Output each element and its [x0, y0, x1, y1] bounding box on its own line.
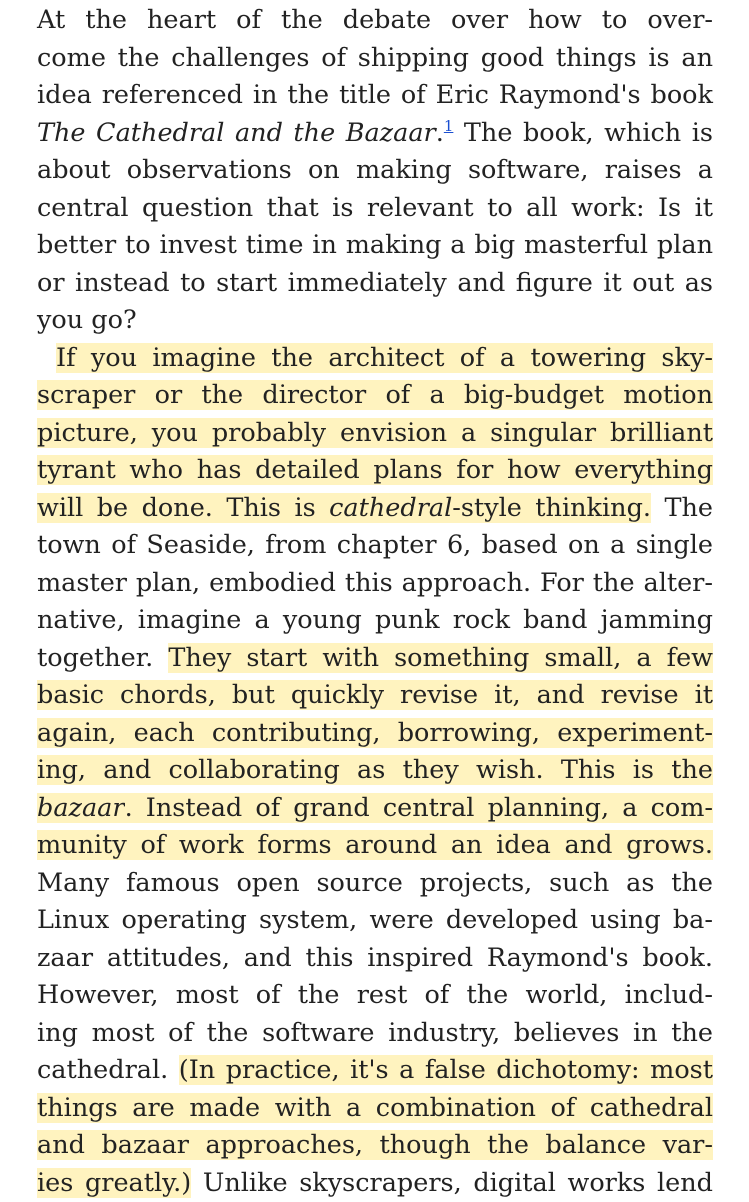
text-segment: come the challenges of shipping good things is an	[37, 42, 713, 73]
text-segment: town of Seaside, from chapter 6, based on a single	[37, 530, 713, 560]
text-segment: Linux operating system, were developed using ba-	[37, 905, 713, 935]
highlighted-text: things are made with a combination of cathedral	[37, 1092, 713, 1123]
text-line	[37, 902, 713, 939]
text-line	[37, 377, 713, 414]
text-line	[37, 77, 713, 114]
footnote-link[interactable]: 1	[443, 116, 454, 135]
text-line	[37, 715, 713, 752]
text-line	[37, 2, 713, 39]
text-line	[37, 1015, 713, 1052]
text-segment: At the heart of the debate over how to over-	[37, 5, 713, 35]
text-segment: However, most of the rest of the world, includ-	[37, 980, 713, 1010]
text-segment: or instead to start immediately and figure it out as	[37, 267, 713, 298]
text-segment: The	[651, 492, 713, 523]
text-line	[37, 602, 713, 639]
text-line	[37, 40, 713, 77]
text-line	[37, 752, 713, 789]
text-segment: idea referenced in the title of Eric Raymond's book	[37, 80, 713, 110]
text-line	[37, 527, 713, 564]
text-line	[37, 1127, 713, 1164]
highlighted-text: again, each contributing, borrowing, experiment-	[37, 717, 713, 748]
highlighted-text: munity of work forms around an idea and grows.	[37, 830, 713, 860]
text-line	[37, 265, 713, 302]
text-line	[37, 865, 713, 902]
text-segment: cathedral.	[37, 1055, 179, 1085]
highlighted-text: -style thinking.	[452, 492, 652, 523]
text-segment: The book, which is	[453, 117, 713, 148]
text-line	[37, 640, 713, 677]
text-line	[37, 415, 713, 452]
text-segment: native, imagine a young punk rock band jamming	[37, 605, 713, 635]
text-line	[37, 452, 713, 489]
text-segment: Many famous open source projects, such as the	[37, 867, 713, 898]
text-line	[37, 1052, 713, 1089]
text-line	[37, 115, 713, 152]
highlighted-text: If you imagine the architect of a towering sky-	[56, 342, 713, 373]
text-segment: together.	[37, 642, 169, 673]
text-segment: master plan, embodied this approach. For the alter-	[37, 567, 713, 598]
text-line	[37, 827, 713, 864]
text-line	[37, 1165, 713, 1202]
highlighted-text: (In practice, it's a false dichotomy: most	[178, 1055, 713, 1085]
highlighted-text: They start with something small, a few	[168, 642, 714, 673]
highlighted-text: . Instead of grand central planning, a com-	[124, 792, 713, 823]
text-segment: zaar attitudes, and this inspired Raymond's book.	[37, 942, 713, 973]
text-segment: Unlike skyscrapers, digital works lend	[191, 1167, 713, 1198]
text-line	[37, 302, 713, 339]
text-line	[37, 227, 713, 264]
text-line	[37, 940, 713, 977]
highlighted-text: basic chords, but quickly revise it, and revise it	[37, 680, 713, 710]
text-line	[37, 977, 713, 1014]
text-segment: The Cathedral and the Bazaar	[37, 117, 436, 148]
highlighted-text: and bazaar approaches, though the balance var-	[37, 1130, 713, 1160]
text-segment: better to invest time in making a big masterful plan	[37, 230, 713, 260]
text-line	[37, 677, 713, 714]
text-line	[37, 490, 713, 527]
text-line	[37, 565, 713, 602]
highlighted-text: ing, and collaborating as they wish. This is the	[37, 755, 713, 785]
text-segment: you go?	[37, 305, 137, 335]
highlighted-text: ies greatly.)	[37, 1167, 192, 1198]
text-line	[37, 190, 713, 227]
highlighted-text: tyrant who has detailed plans for how everything	[37, 455, 713, 485]
highlighted-text: scraper or the director of a big-budget motion	[37, 380, 713, 410]
text-segment: central question that is relevant to all work: Is it	[37, 192, 713, 223]
text-line	[37, 1090, 713, 1127]
text-segment: ing most of the software industry, believes in the	[37, 1017, 713, 1048]
highlighted-text: picture, you probably envision a singular brilliant	[37, 417, 713, 448]
text-line	[37, 152, 713, 189]
highlighted-text: bazaar	[37, 792, 125, 823]
text-segment: .	[435, 117, 444, 148]
highlighted-text: cathedral	[329, 492, 453, 523]
highlighted-text: will be done. This is	[37, 492, 330, 523]
text-line	[56, 340, 713, 377]
text-segment: about observations on making software, raises a	[37, 155, 713, 185]
text-line	[37, 790, 713, 827]
